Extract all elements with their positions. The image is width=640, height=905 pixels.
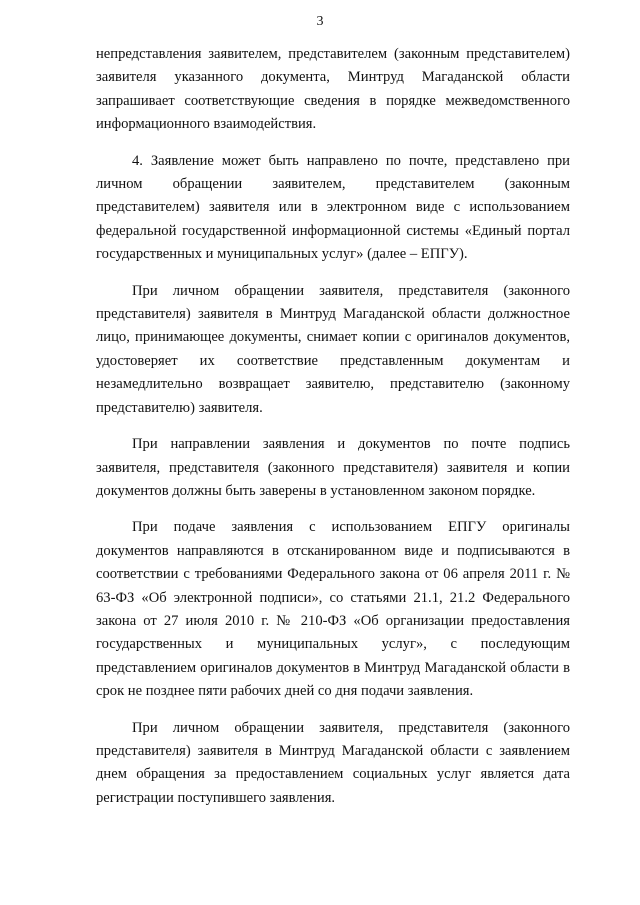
paragraph-item-4: 4. Заявление может быть направлено по почте, представлено при личном обращении заявителем, представителем (законным представителем) заявителя или в электронном виде с использованием федеральной государственной информационной системы «Единый портал государственных и муниципальных услуг» (далее – ЕПГУ). <box>96 152 570 263</box>
paragraph-personal-appeal: При личном обращении заявителя, представителя (законного представителя) заявителя в Минтруд Магаданской области должностное лицо, принимающее документы, снимает копии с оригиналов документов, удостоверяет их соответствие представленным документам и незамедлительно возвращает заявителю, представителю (законному представителю) заявителя. <box>96 282 570 416</box>
paragraph-continuation: непредставления заявителем, представителем (законным представителем) заявителя указанного документа, Минтруд Магаданской области запрашивает соответствующие сведения в порядке межведомственного информационного взаимодействия. <box>96 46 570 133</box>
paragraph-epgu-submission: При подаче заявления с использованием ЕПГУ оригиналы документов направляются в отсканированном виде и подписываются в соответствии с требованиями Федерального закона от 06 апреля 2011 г. № 63-ФЗ «Об электронной подписи», со статьями 21.1, 21.2 Федерального закона от 27 июля 2010 г. № 210-ФЗ «Об организации предоставления государственных и муниципальных услуг», с последующим представлением оригиналов документов в Минтруд Магаданской области в срок не позднее пяти рабочих дней со дня подачи заявления. <box>96 519 570 700</box>
paragraph-postal-submission: При направлении заявления и документов по почте подпись заявителя, представителя (законного представителя) заявителя и копии документов должны быть заверены в установленном законом порядке. <box>96 436 570 499</box>
document-body <box>96 43 570 810</box>
paragraph-appeal-date: При личном обращении заявителя, представителя (законного представителя) заявителя в Минтруд Магаданской области с заявлением днем обращения за предоставлением социальных услуг является дата регистрации поступившего заявления. <box>96 719 570 806</box>
page-number: 3 <box>316 14 324 29</box>
